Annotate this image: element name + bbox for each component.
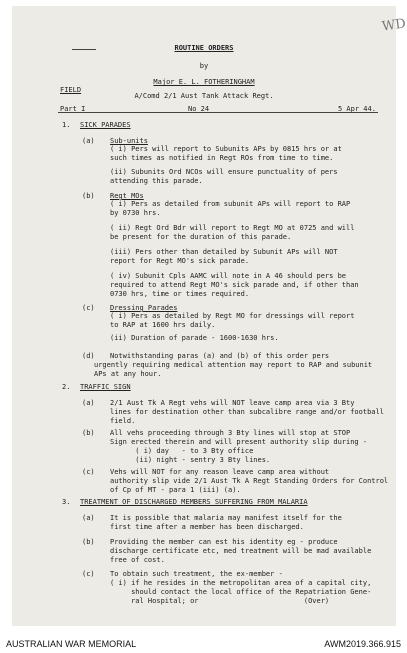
s1-a-ii: (ii) Subunits Ord NCOs will ensure punctuality of pers attending this parade. (110, 168, 338, 185)
s1-d-text: Notwithstanding paras (a) and (b) of this order pers urgently requiring medical attention may report to RAP and subunit APs at any hour. (94, 352, 373, 378)
s2-c-label: (c) (82, 468, 95, 476)
document-title: ROUTINE ORDERS (174, 44, 234, 52)
s1-d-label: (d) (82, 352, 95, 360)
handwritten-corner-mark: WD (381, 16, 407, 35)
s1-b-iii: (iii) Pers other than detailed by Subunit APs will NOT report for Regt MO's sick parade. (110, 248, 338, 265)
document-page (12, 6, 407, 626)
part-number: Part I (60, 105, 86, 113)
s1-a-i: ( i) Pers will report to Subunits APs by 0815 hrs or at such times as notified in Regt ROs from time to time. (110, 145, 342, 162)
s1-a-title: Sub-units (110, 137, 148, 145)
s1-b-label: (b) (82, 192, 95, 200)
s3-b-label: (b) (82, 538, 95, 546)
issuer-appointment: A/Comd 2/1 Aust Tank Attack Regt. (134, 92, 274, 100)
section-2-title: TRAFFIC SIGN (80, 383, 131, 391)
s3-a-label: (a) (82, 514, 95, 522)
s1-a-label: (a) (82, 137, 95, 145)
s1-c-i: ( i) Pers as detailed by Regt MO for dressings will report to RAP at 1600 hrs daily. (110, 312, 355, 329)
s2-b-text: All vehs proceeding through 3 Bty lines will stop at STOP Sign erected therein and will present authority slip during - ( i) day - to 3 Bty office (ii) night - sentry 3 Bty lines. (110, 429, 368, 464)
field-label: FIELD (60, 86, 82, 94)
s3-a-text: It is possible that malaria may manifest itself for the first time after a member has been discharged. (110, 514, 342, 531)
s1-c-title: Dressing Parades (110, 304, 178, 312)
issuer-name: Major E. L. FOTHERINGHAM (153, 78, 255, 86)
s2-a-text: 2/1 Aust Tk A Regt vehs will NOT leave camp area via 3 Bty lines for destination other than subcalibre range and/or football field. (110, 399, 384, 425)
s1-b-iv: ( iv) Subunit Cpls AAMC will note in A 46 should pers be required to attend Regt MO's sick parade and, if other than 0730 hrs, time or times required. (110, 272, 359, 298)
s2-b-label: (b) (82, 429, 95, 437)
s3-c-text: To obtain such treatment, the ex-member - ( i) if he resides in the metropolitan area of a capital city, should contact the local office of the Repatriation Gene- ral Hospital; or (Over) (110, 570, 372, 605)
s2-c-text: Vehs will NOT for any reason leave camp area without authority slip vide 2/1 Aust Tk A Regt Standing Orders for Control of Cp of MT - para 1 (iii) (a). (110, 468, 389, 494)
order-date: 5 Apr 44. (338, 105, 376, 113)
s1-b-ii: ( ii) Regt Ord Bdr will report to Regt MO at 0725 and will be present for the duration of this parade. (110, 224, 355, 241)
section-1-title: SICK PARADES (80, 121, 131, 129)
s3-c-label: (c) (82, 570, 95, 578)
s1-c-ii: (ii) Duration of parade - 1600-1630 hrs. (110, 334, 279, 342)
section-3-title: TREATMENT OF DISCHARGED MEMBERS SUFFERING FROM MALARIA (80, 498, 308, 506)
section-1-number: 1. (62, 121, 71, 129)
s1-c-label: (c) (82, 304, 95, 312)
s1-b-title: Regt MOs (110, 192, 144, 200)
order-number: No 24 (188, 105, 210, 113)
header-rule (58, 112, 378, 113)
s2-a-label: (a) (82, 399, 95, 407)
section-3-number: 3. (62, 498, 71, 506)
by-line: by (199, 62, 209, 70)
footer-accession-number: AWM2019.366.915 (324, 639, 401, 649)
section-2-number: 2. (62, 383, 71, 391)
s1-b-i: ( i) Pers as detailed from subunit APs will report to RAP by 0730 hrs. (110, 200, 351, 217)
archive-footer (0, 637, 407, 653)
s3-b-text: Providing the member can est his identity eg - produce discharge certificate etc, med treatment will be mad available free of cost. (110, 538, 372, 564)
footer-institution: AUSTRALIAN WAR MEMORIAL (6, 639, 137, 649)
